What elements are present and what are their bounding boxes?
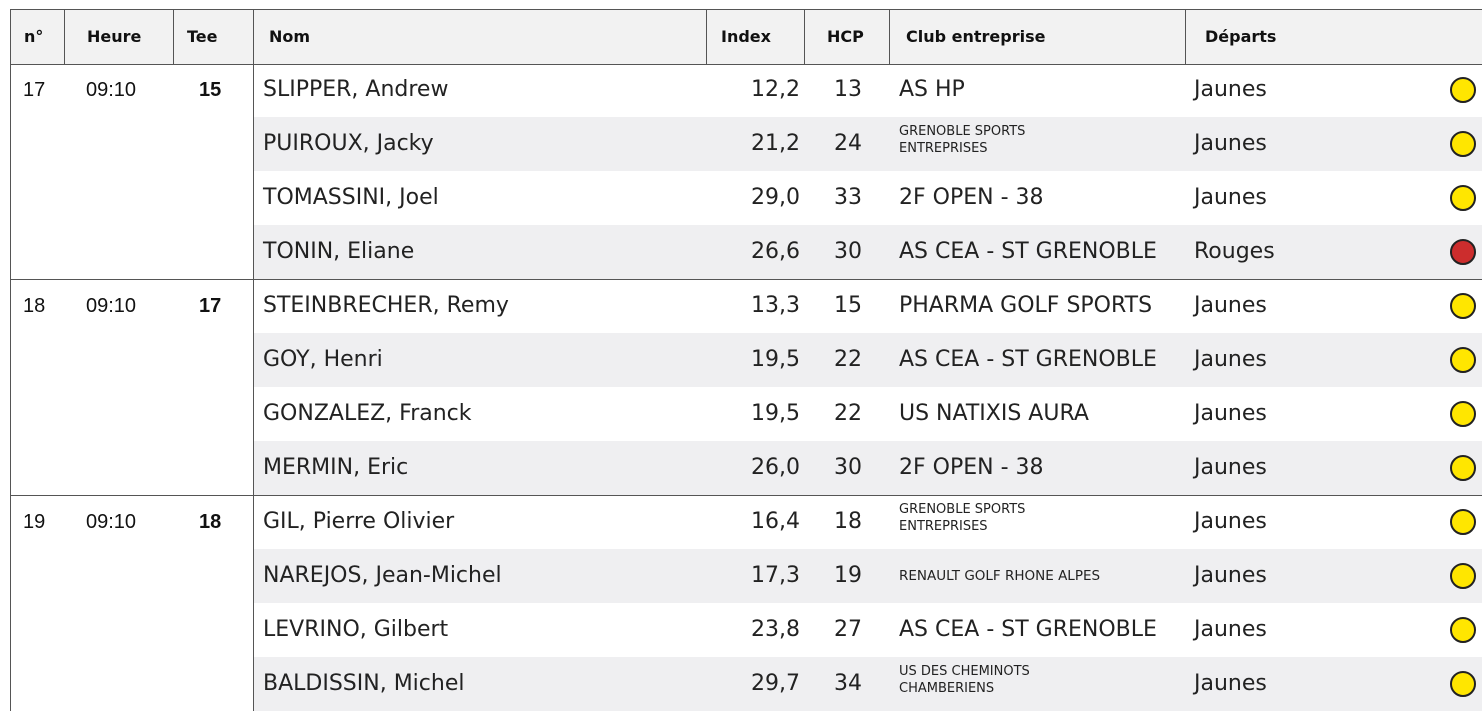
header-divider — [173, 10, 174, 64]
player-tee-colour: Jaunes — [1194, 77, 1267, 102]
player-hcp: 27 — [834, 617, 862, 642]
tee-colour-marker-icon — [1450, 563, 1476, 589]
player-name: GOY, Henri — [263, 347, 383, 372]
player-index: 19,5 — [751, 401, 800, 426]
player-index: 26,6 — [751, 239, 800, 264]
player-club: AS HP — [899, 77, 965, 102]
table-row — [254, 603, 1482, 657]
player-hcp: 22 — [834, 347, 862, 372]
header-divider — [10, 10, 11, 64]
player-tee-colour: Jaunes — [1194, 563, 1267, 588]
header-divider — [253, 10, 254, 64]
player-club: PHARMA GOLF SPORTS — [899, 293, 1153, 318]
tee-time: 09:10 — [86, 511, 137, 533]
player-hcp: 30 — [834, 239, 862, 264]
player-hcp: 34 — [834, 671, 862, 696]
player-hcp: 19 — [834, 563, 862, 588]
group-number: 18 — [23, 295, 46, 317]
table-row — [254, 279, 1482, 333]
player-index: 29,7 — [751, 671, 800, 696]
player-name: NAREJOS, Jean-Michel — [263, 563, 502, 588]
player-tee-colour: Jaunes — [1194, 185, 1267, 210]
player-name: PUIROUX, Jacky — [263, 131, 434, 156]
player-club: GRENOBLE SPORTS ENTREPRISES — [899, 124, 1026, 156]
column-header-hcp: HCP — [827, 27, 864, 46]
table-row — [254, 117, 1482, 171]
player-name: MERMIN, Eric — [263, 455, 409, 480]
player-club: US DES CHEMINOTS CHAMBERIENS — [899, 664, 1030, 696]
player-tee-colour: Jaunes — [1194, 347, 1267, 372]
tee-time: 09:10 — [86, 295, 137, 317]
player-name: SLIPPER, Andrew — [263, 77, 449, 102]
column-header-n: n° — [24, 27, 44, 46]
player-tee-colour: Jaunes — [1194, 671, 1267, 696]
player-hcp: 18 — [834, 509, 862, 534]
player-index: 13,3 — [751, 293, 800, 318]
player-tee-colour: Rouges — [1194, 239, 1275, 264]
player-name: BALDISSIN, Michel — [263, 671, 465, 696]
tee-number: 18 — [199, 511, 222, 533]
tee-colour-marker-icon — [1450, 671, 1476, 697]
header-divider — [1185, 10, 1186, 64]
group-number: 19 — [23, 511, 46, 533]
header-divider — [64, 10, 65, 64]
player-club: RENAULT GOLF RHONE ALPES — [899, 568, 1101, 584]
table-row — [254, 387, 1482, 441]
player-club: AS CEA - ST GRENOBLE — [899, 617, 1157, 642]
table-border-left — [10, 495, 11, 711]
player-hcp: 22 — [834, 401, 862, 426]
table-header — [10, 9, 1482, 65]
player-hcp: 30 — [834, 455, 862, 480]
header-divider — [889, 10, 890, 64]
player-tee-colour: Jaunes — [1194, 401, 1267, 426]
player-index: 26,0 — [751, 455, 800, 480]
player-hcp: 13 — [834, 77, 862, 102]
tee-colour-marker-icon — [1450, 617, 1476, 643]
player-index: 17,3 — [751, 563, 800, 588]
column-header-nom: Nom — [269, 27, 311, 46]
player-name: TOMASSINI, Joel — [263, 185, 439, 210]
tee-colour-marker-icon — [1450, 77, 1476, 103]
player-tee-colour: Jaunes — [1194, 131, 1267, 156]
tee-colour-marker-icon — [1450, 401, 1476, 427]
tee-colour-marker-icon — [1450, 293, 1476, 319]
player-index: 21,2 — [751, 131, 800, 156]
table-row — [254, 657, 1482, 711]
table-row — [254, 495, 1482, 549]
table-row — [254, 171, 1482, 225]
player-hcp: 33 — [834, 185, 862, 210]
tee-colour-marker-icon — [1450, 131, 1476, 157]
player-name: GIL, Pierre Olivier — [263, 509, 455, 534]
table-row — [254, 549, 1482, 603]
table-border-left — [10, 279, 11, 495]
column-header-index: Index — [721, 27, 771, 46]
player-name: LEVRINO, Gilbert — [263, 617, 449, 642]
player-name: GONZALEZ, Franck — [263, 401, 472, 426]
player-tee-colour: Jaunes — [1194, 617, 1267, 642]
table-row — [254, 441, 1482, 495]
tee-number: 17 — [199, 295, 222, 317]
player-club: AS CEA - ST GRENOBLE — [899, 347, 1157, 372]
player-club: US NATIXIS AURA — [899, 401, 1089, 426]
tee-colour-marker-icon — [1450, 239, 1476, 265]
player-index: 29,0 — [751, 185, 800, 210]
player-club: 2F OPEN - 38 — [899, 455, 1044, 480]
tee-number: 15 — [199, 79, 222, 101]
player-index: 19,5 — [751, 347, 800, 372]
player-hcp: 15 — [834, 293, 862, 318]
column-header-departs: Départs — [1205, 27, 1277, 46]
table-row — [254, 63, 1482, 117]
player-index: 16,4 — [751, 509, 800, 534]
tee-time: 09:10 — [86, 79, 137, 101]
player-hcp: 24 — [834, 131, 862, 156]
tee-colour-marker-icon — [1450, 347, 1476, 373]
player-tee-colour: Jaunes — [1194, 455, 1267, 480]
column-header-tee: Tee — [187, 27, 218, 46]
group-number: 17 — [23, 79, 46, 101]
player-tee-colour: Jaunes — [1194, 293, 1267, 318]
tee-colour-marker-icon — [1450, 509, 1476, 535]
player-tee-colour: Jaunes — [1194, 509, 1267, 534]
player-index: 23,8 — [751, 617, 800, 642]
column-header-club: Club entreprise — [906, 27, 1046, 46]
tee-colour-marker-icon — [1450, 185, 1476, 211]
player-club: 2F OPEN - 38 — [899, 185, 1044, 210]
player-index: 12,2 — [751, 77, 800, 102]
column-header-heure: Heure — [87, 27, 142, 46]
header-divider — [706, 10, 707, 64]
table-border-left — [10, 63, 11, 279]
table-row — [254, 225, 1482, 279]
player-club: AS CEA - ST GRENOBLE — [899, 239, 1157, 264]
header-divider — [804, 10, 805, 64]
player-name: STEINBRECHER, Remy — [263, 293, 509, 318]
player-name: TONIN, Eliane — [263, 239, 415, 264]
table-row — [254, 333, 1482, 387]
tee-colour-marker-icon — [1450, 455, 1476, 481]
player-club: GRENOBLE SPORTS ENTREPRISES — [899, 502, 1026, 534]
